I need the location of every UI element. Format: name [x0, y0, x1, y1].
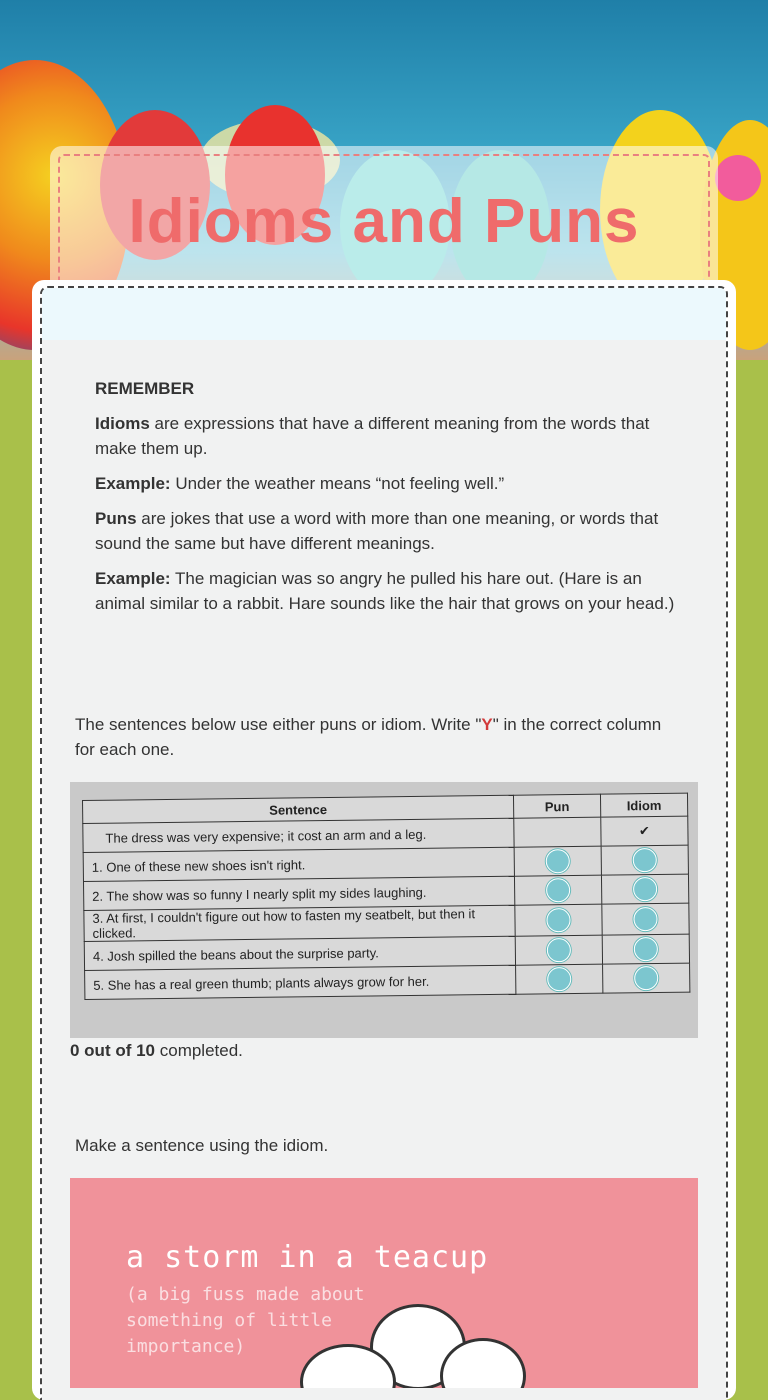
- pun-answer-hotspot-2[interactable]: [546, 878, 570, 902]
- idiom-card-title: a storm in a teacup: [126, 1240, 489, 1275]
- table-row: [85, 963, 690, 999]
- idiom-answer-hotspot-4[interactable]: [634, 937, 658, 961]
- example-text: Under the weather means “not feeling well.”: [170, 474, 505, 493]
- pun-answer-hotspot-1[interactable]: [546, 849, 570, 873]
- exercise-table-image: [70, 782, 698, 1038]
- table-header-pun: Pun: [513, 794, 600, 818]
- remember-heading: REMEMBER: [95, 379, 195, 398]
- table-header-sentence: Sentence: [83, 795, 514, 823]
- flower-decoration: [715, 155, 761, 201]
- title-card: [50, 146, 718, 296]
- pun-answer-hotspot-3[interactable]: [546, 908, 570, 932]
- example-label: Example:: [95, 474, 171, 493]
- progress-suffix: completed.: [155, 1041, 243, 1060]
- page-title: Idioms and Puns: [128, 187, 640, 256]
- puns-definition: are jokes that use a word with more than one meaning, or words that sound the same but have different meanings.: [95, 509, 659, 553]
- sentence-prompt: Make a sentence using the idiom.: [75, 1136, 329, 1155]
- puns-term: Puns: [95, 509, 137, 528]
- remember-section: [95, 376, 685, 626]
- instruction-text: The sentences below use either puns or idiom. Write "Y" in the correct column for each one.: [75, 715, 662, 759]
- row-sentence: 1. One of these new shoes isn't right.: [83, 847, 514, 881]
- row-sentence: 5. She has a real green thumb; plants always grow for her.: [85, 965, 516, 999]
- idiom-answer-hotspot-5[interactable]: [634, 966, 658, 990]
- exercise-table: [82, 793, 690, 1000]
- pun-answer-hotspot-4[interactable]: [547, 938, 571, 962]
- progress-count: 0 out of 10: [70, 1041, 156, 1060]
- idiom-answer-hotspot-1[interactable]: [633, 848, 657, 872]
- row-sentence: 2. The show was so funny I nearly split my sides laughing.: [83, 876, 514, 910]
- table-header-idiom: Idiom: [600, 793, 687, 817]
- idiom-answer-hotspot-3[interactable]: [633, 907, 657, 931]
- idiom-answer-hotspot-2[interactable]: [633, 877, 657, 901]
- idiom-card: [70, 1178, 698, 1388]
- row-sentence: 3. At first, I couldn't figure out how to fasten my seatbelt, but then it clicked.: [84, 905, 515, 941]
- row-sentence: 4. Josh spilled the beans about the surprise party.: [84, 936, 515, 970]
- idioms-definition: are expressions that have a different meaning from the words that make them up.: [95, 414, 650, 458]
- example-sentence: The dress was very expensive; it cost an arm and a leg.: [83, 818, 514, 852]
- idiom-meaning-line: importance): [126, 1336, 246, 1357]
- pun-answer-hotspot-5[interactable]: [547, 967, 571, 991]
- idiom-meaning-line: (a big fuss made about: [126, 1284, 365, 1305]
- checkmark-icon: ✔: [601, 816, 688, 846]
- idioms-term: Idioms: [95, 414, 150, 433]
- example-label: Example:: [95, 569, 171, 588]
- idiom-meaning-line: something of little: [126, 1310, 332, 1331]
- example-text: The magician was so angry he pulled his hare out. (Hare is an animal similar to a rabbit. Hare sounds like the hair that grows on your head.): [95, 569, 675, 613]
- worksheet-header-strip: [42, 288, 726, 340]
- progress-status: [70, 1038, 670, 1063]
